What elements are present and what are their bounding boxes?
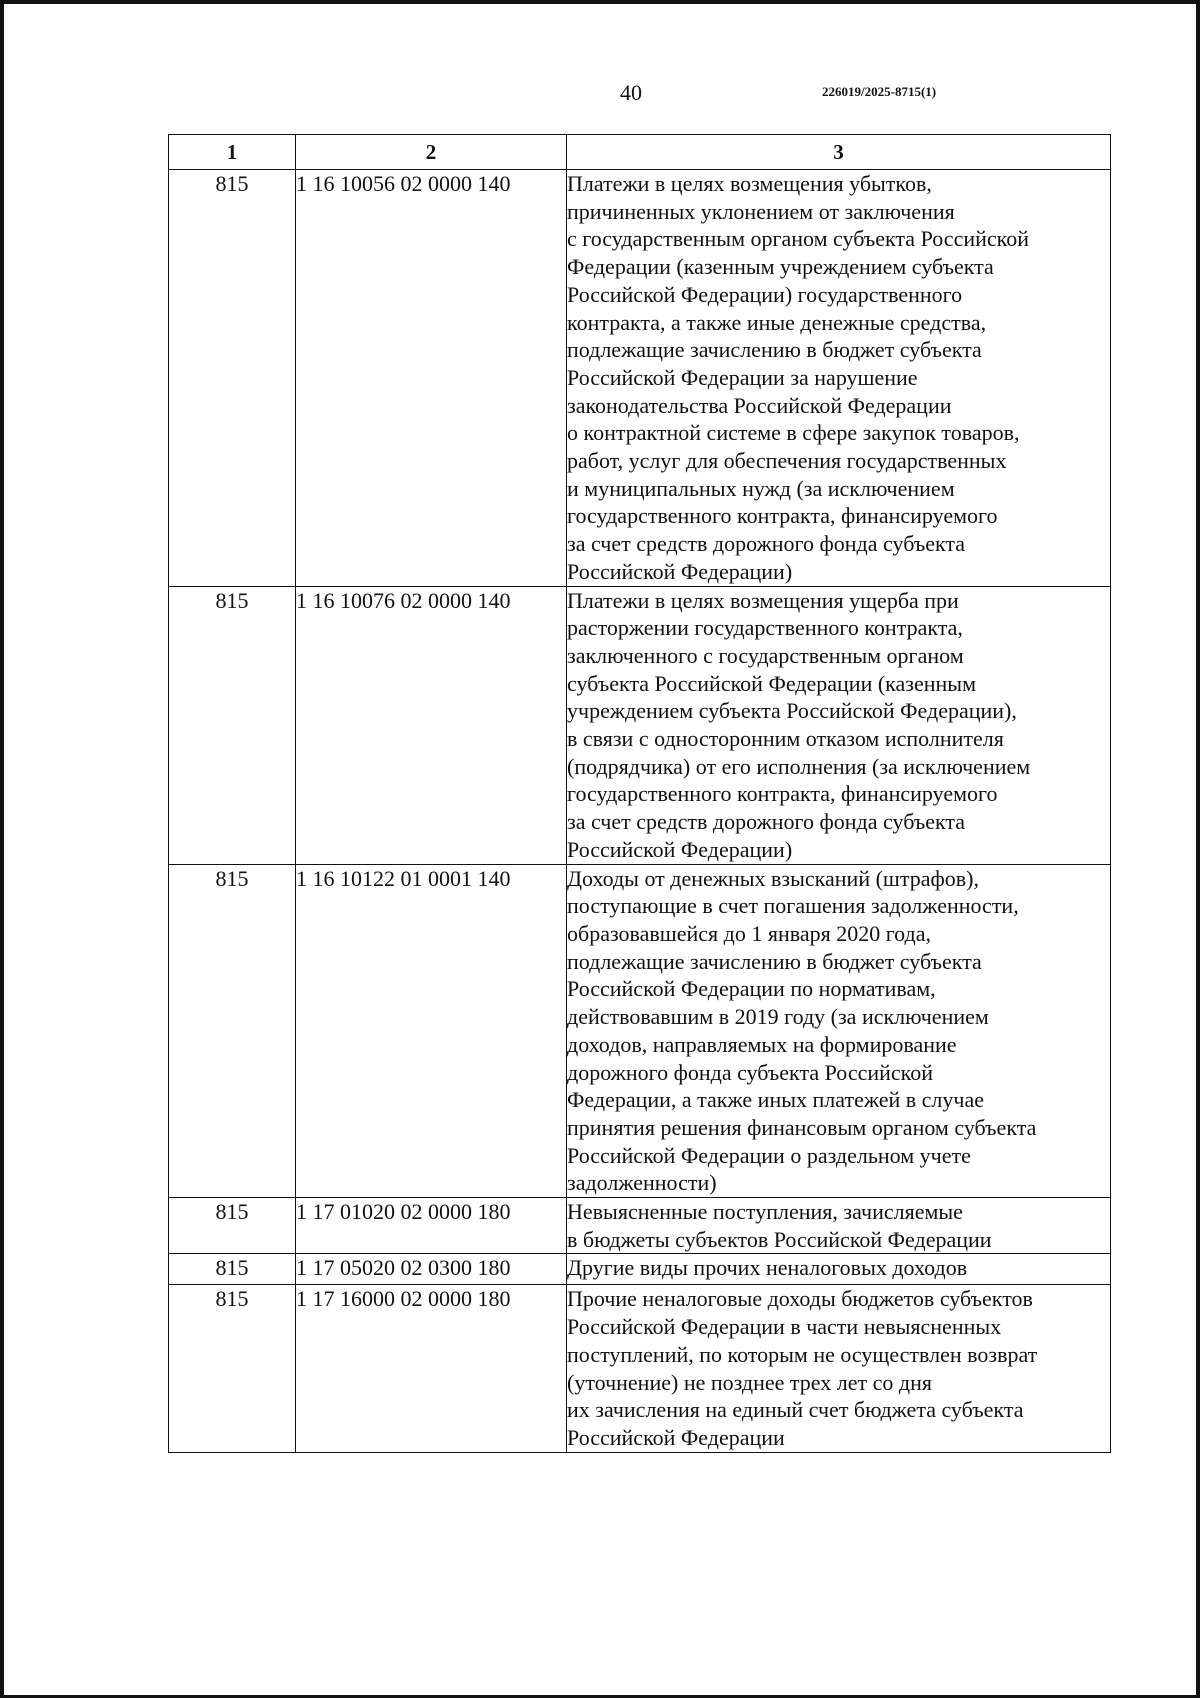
- table-row: [169, 864, 1111, 1197]
- column-header-1: 1: [169, 135, 296, 170]
- budget-code-cell: 1 16 10076 02 0000 140: [296, 586, 567, 864]
- column-header-2: 2: [296, 135, 567, 170]
- admin-code-cell: 815: [169, 1285, 296, 1452]
- budget-code-cell: 1 16 10056 02 0000 140: [296, 170, 567, 587]
- description-cell: Платежи в целях возмещения ущерба при расторжении государственного контракта, заключенного с государственным органом субъекта Российской Федерации (казенным учреждением субъекта Российской Федерации), в связи с односторонним отказом исполнителя (подрядчика) от его исполнения (за исключением государственного контракта, финансируемого за счет средств дорожного фонда субъекта Российской Федерации): [567, 586, 1111, 864]
- column-header-3: 3: [567, 135, 1111, 170]
- budget-code-cell: 1 16 10122 01 0001 140: [296, 864, 567, 1197]
- table-row: [169, 1254, 1111, 1285]
- table-header-row: [169, 135, 1111, 170]
- admin-code-cell: 815: [169, 586, 296, 864]
- table-row: [169, 1198, 1111, 1254]
- table-row: [169, 1285, 1111, 1452]
- scan-border-left: [0, 0, 4, 1698]
- description-cell: Доходы от денежных взысканий (штрафов), поступающие в счет погашения задолженности, образовавшейся до 1 января 2020 года, подлежащие зачислению в бюджет субъекта Российской Федерации по нормативам, действовавшим в 2019 году (за исключением доходов, направляемых на формирование дорожного фонда субъекта Российской Федерации, а также иных платежей в случае принятия решения финансовым органом субъекта Российской Федерации о раздельном учете задолженности): [567, 864, 1111, 1197]
- budget-codes-table: [168, 134, 1111, 1453]
- budget-code-cell: 1 17 01020 02 0000 180: [296, 1198, 567, 1254]
- admin-code-cell: 815: [169, 864, 296, 1197]
- admin-code-cell: 815: [169, 170, 296, 587]
- admin-code-cell: 815: [169, 1254, 296, 1285]
- description-cell: Платежи в целях возмещения убытков, причиненных уклонением от заключения с государственным органом субъекта Российской Федерации (казенным учреждением субъекта Российской Федерации) государственного контракта, а также иные денежные средства, подлежащие зачислению в бюджет субъекта Российской Федерации за нарушение законодательства Российской Федерации о контрактной системе в сфере закупок товаров, работ, услуг для обеспечения государственных и муниципальных нужд (за исключением государственного контракта, финансируемого за счет средств дорожного фонда субъекта Российской Федерации): [567, 170, 1111, 587]
- description-cell: Невыясненные поступления, зачисляемые в бюджеты субъектов Российской Федерации: [567, 1198, 1111, 1254]
- admin-code-cell: 815: [169, 1198, 296, 1254]
- table-row: [169, 170, 1111, 587]
- scan-border-right: [1196, 0, 1200, 1698]
- description-cell: Другие виды прочих неналоговых доходов: [567, 1254, 1111, 1285]
- budget-code-cell: 1 17 16000 02 0000 180: [296, 1285, 567, 1452]
- document-id: 226019/2025-8715(1): [822, 84, 937, 99]
- description-cell: Прочие неналоговые доходы бюджетов субъектов Российской Федерации в части невыясненных поступлений, по которым не осуществлен возврат (уточнение) не позднее трех лет со дня их зачисления на единый счет бюджета субъекта Российской Федерации: [567, 1285, 1111, 1452]
- table-row: [169, 586, 1111, 864]
- budget-code-cell: 1 17 05020 02 0300 180: [296, 1254, 567, 1285]
- page-number: 40: [620, 80, 642, 105]
- scan-border-top: [0, 0, 1200, 4]
